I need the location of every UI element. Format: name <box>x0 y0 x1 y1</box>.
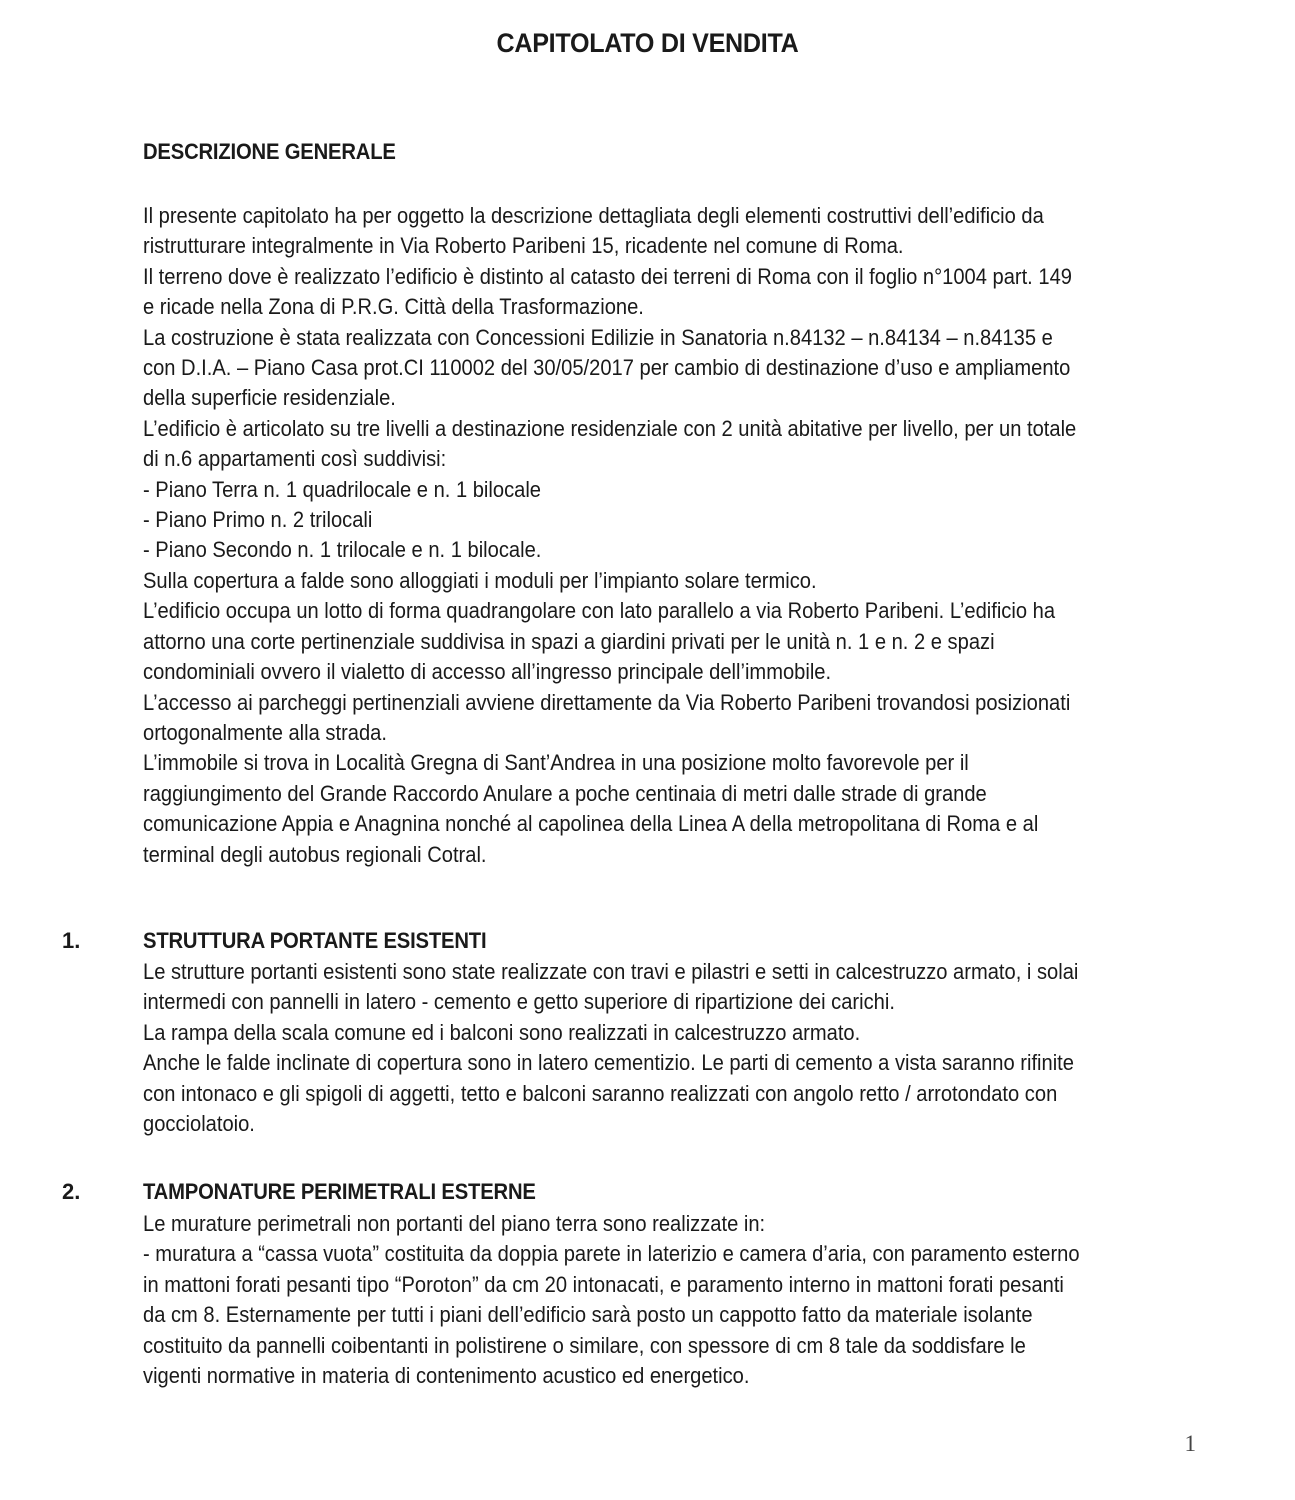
text-line: L’edificio occupa un lotto di forma quadrangolare con lato parallelo a via Roberto Paribeni. L’edificio ha <box>143 598 1056 624</box>
text-line: L’immobile si trova in Località Gregna di Sant’Andrea in una posizione molto favorevole per il <box>143 750 969 776</box>
page-number: 1 <box>1184 1431 1196 1456</box>
text-line: vigenti normative in materia di contenimento acustico ed energetico. <box>143 1363 750 1389</box>
text-line: da cm 8. Esternamente per tutti i piani dell’edificio sarà posto un cappotto fatto da materiale isolante <box>143 1302 1033 1328</box>
text-line: con intonaco e gli spigoli di aggetti, tetto e balconi saranno realizzati con angolo retto / arrotondato con <box>143 1080 1058 1106</box>
text-line: Il terreno dove è realizzato l’edificio è distinto al catasto dei terreni di Roma con il foglio n°1004 part. 149 <box>143 263 1072 289</box>
section-2-number: 2. <box>62 1179 81 1204</box>
text-line: di n.6 appartamenti così suddivisi: <box>143 446 447 472</box>
text-line: ristrutturare integralmente in Via Roberto Paribeni 15, ricadente nel comune di Roma. <box>143 233 904 259</box>
section-1-body <box>143 957 1243 1139</box>
text-line: La rampa della scala comune ed i balconi sono realizzati in calcestruzzo armato. <box>143 1019 861 1045</box>
text-line: - Piano Terra n. 1 quadrilocale e n. 1 bilocale <box>143 476 542 502</box>
text-line: terminal degli autobus regionali Cotral. <box>143 841 487 867</box>
text-line: della superficie residenziale. <box>143 385 396 411</box>
section-2-heading: TAMPONATURE PERIMETRALI ESTERNE <box>143 1179 536 1204</box>
text-line: - Piano Secondo n. 1 trilocale e n. 1 bilocale. <box>143 537 542 563</box>
section-1-number: 1. <box>62 928 81 953</box>
text-line: Il presente capitolato ha per oggetto la descrizione dettagliata degli elementi costruttivi dell’edificio da <box>143 203 1044 228</box>
text-line: ortogonalmente alla strada. <box>143 719 387 745</box>
text-line: L’accesso ai parcheggi pertinenziali avviene direttamente da Via Roberto Paribeni trovandosi posizionati <box>143 689 1071 715</box>
text-line: e ricade nella Zona di P.R.G. Città della Trasformazione. <box>143 294 644 320</box>
text-line: con D.I.A. – Piano Casa prot.CI 110002 del 30/05/2017 per cambio di destinazione d’uso e ampliamento <box>143 355 1071 381</box>
text-line: Le strutture portanti esistenti sono state realizzate con travi e pilastri e setti in calcestruzzo armato, i solai <box>143 959 1079 984</box>
text-line: attorno una corte pertinenziale suddivisa in spazi a giardini privati per le unità n. 1 e n. 2 e spazi <box>143 628 995 654</box>
text-line: raggiungimento del Grande Raccordo Anulare a poche centinaia di metri dalle strade di grande <box>143 780 987 806</box>
text-line: in mattoni forati pesanti tipo “Poroton” da cm 20 intonacati, e paramento interno in mattoni forati pesanti <box>143 1271 1064 1297</box>
general-description-heading: DESCRIZIONE GENERALE <box>143 139 396 164</box>
text-line: Anche le falde inclinate di copertura sono in latero cementizio. Le parti di cemento a vista saranno rifinite <box>143 1050 1074 1076</box>
text-line: - Piano Primo n. 2 trilocali <box>143 507 373 533</box>
text-line: Le murature perimetrali non portanti del piano terra sono realizzate in: <box>143 1211 766 1236</box>
text-line: gocciolatoio. <box>143 1111 255 1137</box>
text-line: La costruzione è stata realizzata con Concessioni Edilizie in Sanatoria n.84132 – n.84134 – n.84135 e <box>143 324 1053 350</box>
text-line: - muratura a “cassa vuota” costituita da doppia parete in laterizio e camera d’aria, con paramento esterno <box>143 1241 1080 1267</box>
text-line: condominiali ovvero il vialetto di accesso all’ingresso principale dell’immobile. <box>143 659 832 685</box>
text-line: intermedi con pannelli in latero - cemento e getto superiore di ripartizione dei carichi. <box>143 989 895 1015</box>
section-1-heading: STRUTTURA PORTANTE ESISTENTI <box>143 928 487 953</box>
text-line: costituito da pannelli coibentanti in polistirene o similare, con spessore di cm 8 tale da soddisfare le <box>143 1332 1026 1358</box>
general-description-body <box>143 201 1243 870</box>
section-2-body <box>143 1209 1243 1391</box>
text-line: L’edificio è articolato su tre livelli a destinazione residenziale con 2 unità abitative per livello, per un totale <box>143 415 1077 441</box>
text-line: comunicazione Appia e Anagnina nonché al capolinea della Linea A della metropolitana di Roma e al <box>143 811 1039 837</box>
text-line: Sulla copertura a falde sono alloggiati i moduli per l’impianto solare termico. <box>143 567 817 593</box>
document-title: CAPITOLATO DI VENDITA <box>496 28 799 58</box>
